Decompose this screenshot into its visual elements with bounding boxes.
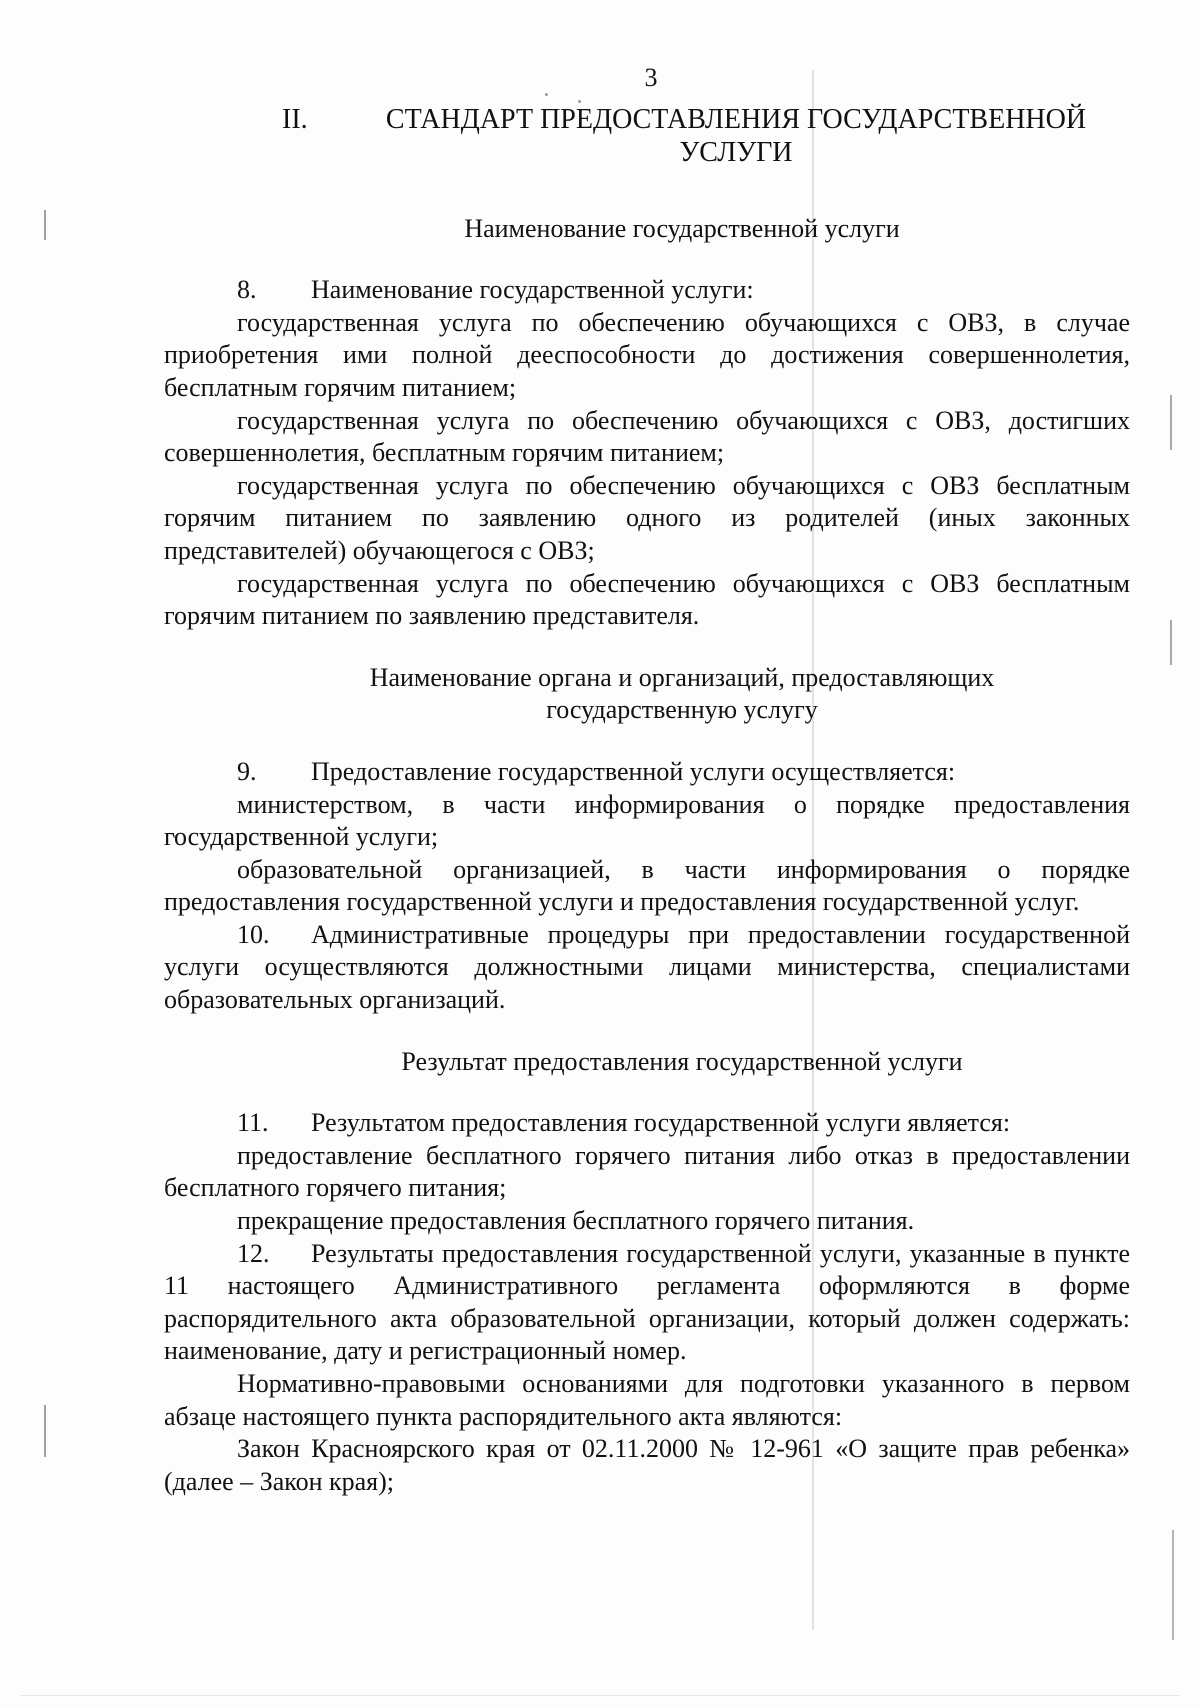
paragraph: Нормативно-правовыми основаниями для подготовки указанного в первом абзаце настоящего пункта распорядительного акта являются:	[164, 1369, 1130, 1431]
section-heading	[164, 103, 1130, 169]
section-title: СТАНДАРТ ПРЕДОСТАВЛЕНИЯ ГОСУДАРСТВЕННОЙ УСЛУГИ	[385, 103, 1087, 168]
paragraph: предоставление бесплатного горячего питания либо отказ в предоставлении бесплатного горячего питания;	[164, 1140, 1130, 1203]
item-number: 8.	[237, 275, 257, 305]
paragraph: государственная услуга по обеспечению обучающихся с ОВЗ бесплатным горячим питанием по заявлению представителя.	[164, 568, 1130, 631]
item-number: 10.	[237, 919, 270, 949]
scan-bottom-noise	[20, 1695, 1180, 1696]
paragraph-item-9	[164, 756, 1130, 789]
paragraph-item-12	[164, 1238, 1130, 1368]
paragraph-text: Административные процедуры при предоставлении государственной услуги осуществляются должностными лицами министерства, специалистами образовательных организаций.	[164, 919, 1130, 1015]
scan-edge-mark-left-lower	[44, 1405, 46, 1457]
section-roman-numeral: II.	[282, 103, 308, 135]
paragraph-item-8	[164, 274, 1130, 307]
item-number: 12.	[237, 1238, 270, 1268]
paragraph: образовательной организацией, в части информирования о порядке предоставления государственной услуги и предоставления государственной услуг.	[164, 854, 1130, 917]
scan-edge-mark-right-lower	[1172, 1530, 1174, 1640]
subheading-providing-bodies: Наименование органа и организаций, предоставляющих государственную услугу	[369, 662, 995, 725]
scan-edge-mark-right-mid	[1170, 620, 1172, 665]
paragraph: государственная услуга по обеспечению обучающихся с ОВЗ, в случае приобретения ими полной дееспособности до достижения совершеннолетия, бесплатным горячим питанием;	[164, 307, 1130, 402]
item-number: 9.	[237, 756, 257, 786]
subheading-service-name: Наименование государственной услуги	[464, 213, 900, 243]
subheading-service-result: Результат предоставления государственной услуги	[401, 1046, 963, 1076]
paragraph-item-11	[164, 1107, 1130, 1140]
paragraph-text: Результаты предоставления государственной услуги, указанные в пункте 11 настоящего Административного регламента оформляются в форме распорядительного акта образовательной организации, который должен содержать: наименование, дату и регистрационный номер.	[164, 1238, 1130, 1366]
scan-edge-mark-left	[44, 210, 46, 240]
paragraph: государственная услуга по обеспечению обучающихся с ОВЗ, достигших совершеннолетия, бесплатным горячим питанием;	[164, 405, 1130, 468]
scan-edge-mark-right	[1170, 395, 1172, 450]
page-number: 3	[644, 63, 658, 92]
paragraph: государственная услуга по обеспечению обучающихся с ОВЗ бесплатным горячим питанием по заявлению одного из родителей (иных законных представителей) обучающегося с ОВЗ;	[164, 470, 1130, 565]
paragraph: прекращение предоставления бесплатного горячего питания.	[237, 1206, 915, 1236]
document-body	[164, 62, 1130, 1498]
paragraph: министерством, в части информирования о порядке предоставления государственной услуги;	[164, 789, 1130, 852]
paragraph: Закон Красноярского края от 02.11.2000 № 12-961 «О защите прав ребенка» (далее – Закон края);	[164, 1434, 1130, 1496]
item-number: 11.	[237, 1108, 269, 1138]
paragraph-text: Результатом предоставления государственной услуги является:	[311, 1108, 1011, 1138]
paragraph-text: Наименование государственной услуги:	[311, 275, 754, 305]
paragraph-text: Предоставление государственной услуги осуществляется:	[311, 756, 956, 786]
paragraph-item-10	[164, 919, 1130, 1017]
